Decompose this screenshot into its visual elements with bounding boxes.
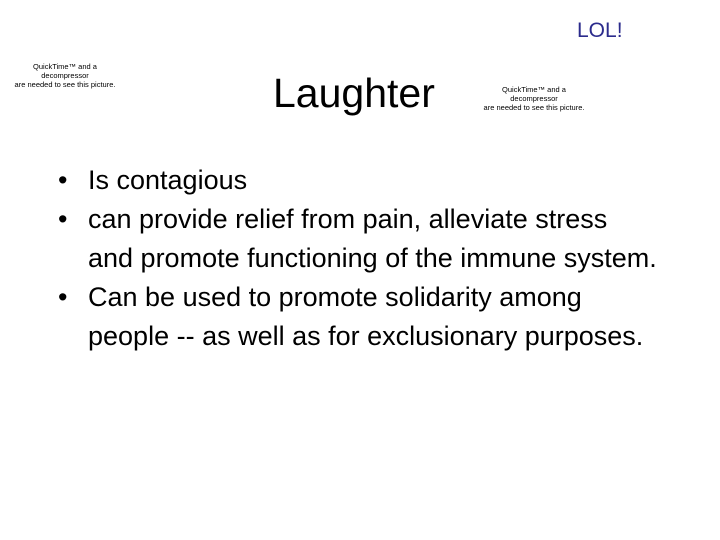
placeholder-line: are needed to see this picture. <box>483 103 585 112</box>
bullet-icon: • <box>58 282 68 312</box>
bullet-icon: • <box>58 165 68 195</box>
bullet-icon: • <box>58 204 68 234</box>
bullet-text: Can be used to promote solidarity among people -- as well as for exclusionary purposes. <box>88 282 644 351</box>
placeholder-line: are needed to see this picture. <box>14 80 116 89</box>
corner-label: LOL! <box>577 19 623 42</box>
quicktime-placeholder-right <box>478 85 590 112</box>
placeholder-line: QuickTime™ and a <box>33 62 97 71</box>
bullet-item <box>58 278 658 356</box>
bullet-item <box>58 200 658 278</box>
bullet-text: Is contagious <box>88 165 248 195</box>
bullet-text: can provide relief from pain, alleviate stress and promote functioning of the immune system. <box>88 204 657 273</box>
quicktime-placeholder-left <box>14 62 116 89</box>
bullet-item <box>58 161 658 200</box>
placeholder-line: QuickTime™ and a <box>502 85 566 94</box>
slide-title: Laughter <box>273 70 435 116</box>
bullet-list <box>58 161 658 356</box>
placeholder-line: decompressor <box>41 71 89 80</box>
placeholder-line: decompressor <box>510 94 558 103</box>
